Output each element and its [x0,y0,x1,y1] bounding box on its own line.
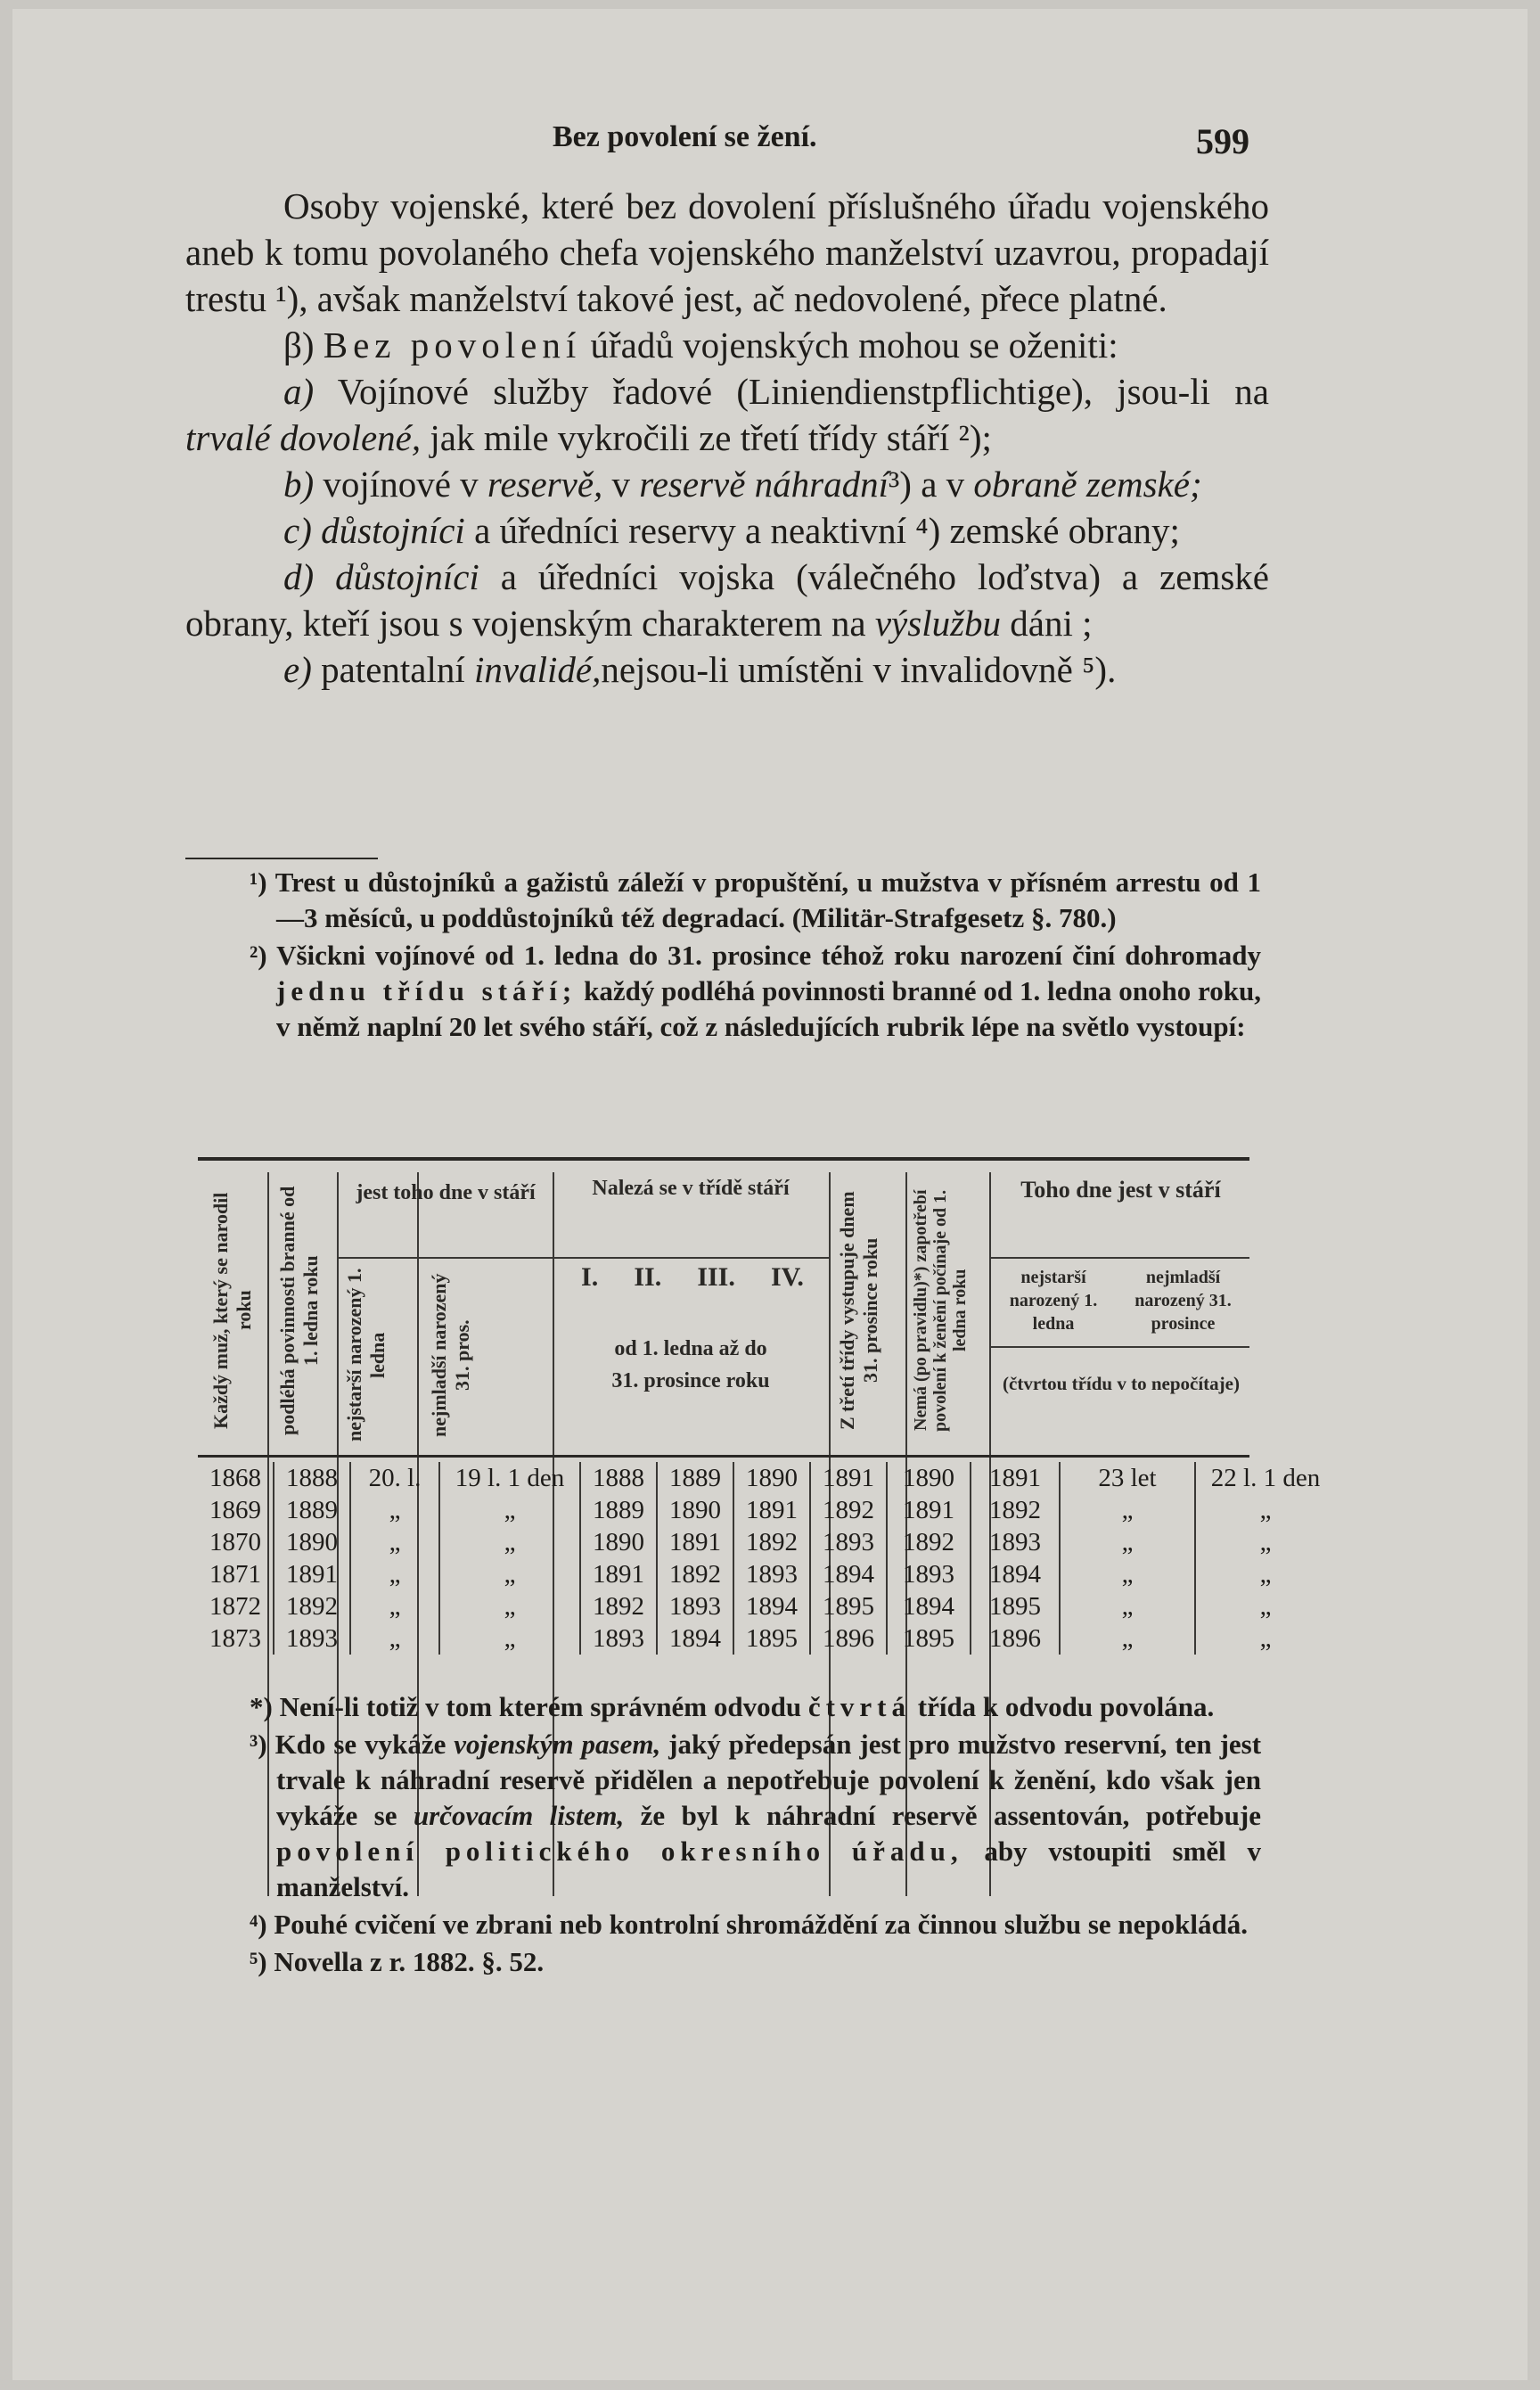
table-cell: 1895 [810,1590,887,1622]
footnote-3-italic1: vojenským pasem, [454,1729,661,1760]
footnote-3-spaced: povolení politického okresního úřadu, [276,1836,963,1867]
footnote-star-end: třída k odvodu povolána. [917,1691,1215,1722]
table-cell: „ [1195,1590,1335,1622]
table-cell: 1892 [887,1526,971,1558]
table-row [198,1590,1335,1622]
table-hline [337,1257,553,1259]
footnote-divider [185,858,378,859]
table-cell: „ [439,1494,580,1526]
table-cell: 1892 [580,1590,657,1622]
table-cell: „ [439,1558,580,1590]
table-cell: 1889 [274,1494,350,1526]
footnote-5 [250,1944,1261,1980]
table-cell: 1890 [887,1462,971,1494]
item-b [185,461,1269,507]
item-b-label: b) [283,464,315,505]
table-cell: 1889 [580,1494,657,1526]
header-col12: nejmladší narozený 31. prosince [1135,1268,1232,1334]
footnote-star-mark: *) [250,1691,273,1722]
header-class-sub: od 1. ledna až do 31. prosince roku [611,1337,770,1392]
table-cell: „ [350,1526,439,1558]
table-row [198,1526,1335,1558]
table-cell: 1888 [274,1462,350,1494]
footnote-3-mid: jaký předepsán jest pro mužstvo reservní, ten jest trvale k náhradní reservě přidělen a nepotřebuje povolení k ženění, kdo však jen vykáže se [276,1729,1262,1831]
item-e-label: e) [283,649,312,690]
table-cell: „ [1060,1590,1195,1622]
table-cell: 1890 [657,1494,733,1526]
footnote-2-mark: ²) [250,940,267,971]
item-b-italic1: reservě, [487,464,603,505]
table-cell: 1893 [733,1558,810,1590]
table-row [198,1494,1335,1526]
item-d-label: d) [283,556,315,597]
item-a-italic: trvalé dovolené, [185,417,422,458]
table-cell: „ [439,1526,580,1558]
header-col2: podléhá povinnosti branné od 1. ledna roku [276,1186,322,1435]
footnote-1 [250,865,1261,936]
footnote-star-start: Není-li totiž v tom kterém správném odvodu [279,1691,802,1722]
table-cell: „ [1195,1622,1335,1655]
table-cell: 1888 [580,1462,657,1494]
item-b-and: a v [921,464,965,505]
page-number: 599 [1196,121,1249,161]
table-cell: „ [350,1622,439,1655]
table-cell: „ [1195,1526,1335,1558]
item-e [185,646,1269,693]
table-cell: 1894 [733,1590,810,1622]
paragraph-beta [185,322,1269,368]
table-cell: 1893 [887,1558,971,1590]
table-hline [989,1257,1249,1259]
item-d-rest: a úředníci vojska (válečného loďstva) a zemské obrany, kteří jsou s vojenským charakterem na [185,556,1269,644]
running-head-title: Bez povolení se žení. [553,120,817,153]
table-cell: 22 l. 1 den [1195,1462,1335,1494]
table-cell: 1889 [657,1462,733,1494]
table-cell: 1896 [810,1622,887,1655]
table-cell: 1892 [274,1590,350,1622]
footnote-3 [250,1727,1261,1905]
item-e-rest: nejsou-li umístěni v invalidovně ⁵). [601,649,1117,690]
table-row [198,1462,1335,1494]
header-col1: Každý muž, který se narodil roku [209,1192,255,1429]
table-cell: 1891 [657,1526,733,1558]
table-cell: „ [350,1558,439,1590]
class-label-3: III. [697,1262,735,1292]
item-b-mid: v [611,464,631,505]
beta-rest: úřadů vojenských mohou se oženiti: [590,324,1118,365]
item-c [185,507,1269,554]
paragraph-1: Osoby vojenské, které bez dovolení příslušného úřadu vojenského aneb k tomu povolaného chefa vojenského manželství uzavrou, propadají trestu ¹), avšak manželství takové jest, ač nedovolené, přece platné. [185,185,1269,319]
item-d [185,554,1269,646]
table-cell: 1892 [657,1558,733,1590]
table-cell: 1891 [580,1558,657,1590]
table-cell: 1891 [887,1494,971,1526]
table-cell: 20. l. [350,1462,439,1494]
table-cell: „ [439,1622,580,1655]
table-cell: 1873 [209,1623,261,1653]
header-class-labels [563,1262,822,1293]
table-mid-rule [198,1455,1249,1458]
item-d-italic: důstojníci [335,556,479,597]
main-text [185,183,1269,693]
table-cell: 1890 [580,1526,657,1558]
footnotes-bottom [250,1689,1261,1982]
class-label-2: II. [634,1262,662,1292]
table-cell: 1868 [209,1463,261,1492]
item-d-italic2: výslužbu [874,603,1002,644]
table-cell: „ [1060,1494,1195,1526]
header-col10: Nemá (po pravidlu)*) zapotřebí povolení k ženění počínaje od 1. ledna roku [911,1189,970,1432]
footnote-4 [250,1907,1261,1942]
item-b-italic3: obraně zemské; [973,464,1202,505]
beta-marker: β) [283,324,315,365]
header-group-class: Nalezá se v třídě stáří [592,1177,790,1200]
header-group-age: jest toho dne v stáří [356,1181,536,1204]
item-a-label: a) [283,371,315,412]
header-col11: nejstarší narozený 1. ledna [1009,1268,1098,1334]
table-cell: „ [439,1590,580,1622]
table-cell: 1892 [810,1494,887,1526]
table-cell: 1872 [209,1591,261,1621]
footnote-1-mark: ¹) [250,866,267,898]
header-group-age2: Toho dne jest v stáří [1020,1177,1221,1203]
footnote-3-mid2: že byl k náhradní reservě assentován, potřebuje [640,1800,1261,1831]
item-c-italic: důstojníci [321,510,465,551]
table-cell: 1891 [733,1494,810,1526]
table-row [198,1622,1335,1655]
item-d-end: dáni ; [1010,603,1093,644]
item-e-text: patentalní [321,649,465,690]
header-col3: nejstarší narozený 1. ledna [343,1268,389,1442]
table-top-rule [198,1157,1249,1161]
table-cell: 1895 [733,1622,810,1655]
table-cell: 1870 [209,1527,261,1556]
beta-spaced: Bez povolení [323,324,582,365]
data-table [198,1462,1335,1655]
item-a [185,368,1269,461]
class-label-4: IV. [770,1262,804,1292]
class-label-1: I. [581,1262,599,1292]
footnote-5-mark: ⁵) [250,1946,267,1977]
footnote-3-mark: ³) [250,1729,267,1760]
table-cell: 1891 [971,1462,1060,1494]
table-cell: 19 l. 1 den [439,1462,580,1494]
table-cell: 1892 [971,1494,1060,1526]
table-cell: 1894 [810,1558,887,1590]
footnote-2 [250,938,1261,1045]
table-cell: 1890 [274,1526,350,1558]
table-cell: 1893 [810,1526,887,1558]
table-cell: 1895 [887,1622,971,1655]
item-a-text: Vojínové služby řadové (Liniendienstpflichtige), jsou-li na [337,371,1269,412]
item-b-italic2: reservě náhradní [639,464,889,505]
item-e-italic: invalidé, [474,649,602,690]
table-cell: 1892 [733,1526,810,1558]
footnote-2-end: každý podléhá povinnosti branné od 1. ledna onoho roku, v němž naplní 20 let svého stáří, což z následujících rubrik lépe na světlo vystoupí: [276,975,1261,1042]
table-cell: „ [350,1494,439,1526]
table-cell: 1871 [209,1559,261,1589]
footnote-4-mark: ⁴) [250,1909,267,1940]
table-cell: 23 let [1060,1462,1195,1494]
item-a-rest: jak mile vykročili ze třetí třídy stáří ²); [430,417,992,458]
footnotes-top [250,865,1261,1047]
footnote-1-text: Trest u důstojníků a gažistů záleží v propuštění, u mužstva v přísném arrestu od 1—3 měsíců, u poddůstojníků též degradací. (Militär-Strafgesetz §. 780.) [274,866,1261,933]
header-col4: nejmladší narozený 31. pros. [428,1273,473,1437]
table-row [198,1558,1335,1590]
table-cell: 1893 [971,1526,1060,1558]
footnote-2-spaced: jednu třídu stáří; [276,975,578,1006]
table-cell: „ [1060,1558,1195,1590]
table-cell: 1890 [733,1462,810,1494]
item-b-text: vojínové v [323,464,479,505]
header-col9: Z třetí třídy vystupuje dnem 31. prosince roku [836,1191,881,1430]
footnote-star [250,1689,1261,1725]
footnote-3-italic2: určovacím listem, [413,1800,625,1831]
item-c-rest: a úředníci reservy a neaktivní ⁴) zemské obrany; [474,510,1180,551]
table-cell: 1891 [810,1462,887,1494]
table-cell: „ [1195,1558,1335,1590]
item-c-label: c) [283,510,312,551]
footnote-5-text: Novella z r. 1882. §. 52. [274,1946,545,1977]
table-cell: „ [1195,1494,1335,1526]
table-hline [989,1346,1249,1348]
table-cell: 1894 [657,1622,733,1655]
table-cell: „ [1060,1526,1195,1558]
table-cell: 1893 [580,1622,657,1655]
item-b-sup: ³) [889,464,912,505]
table-cell: 1893 [657,1590,733,1622]
table-cell: 1893 [274,1622,350,1655]
footnote-3-end: aby vstoupiti směl v manželství. [276,1836,1261,1902]
footnote-2-start: Všickni vojínové od 1. ledna do 31. prosince téhož roku narození činí dohromady [276,940,1261,971]
table-cell: „ [350,1590,439,1622]
table-cell: 1891 [274,1558,350,1590]
table-cell: 1895 [971,1590,1060,1622]
footnote-3-start: Kdo se vykáže [274,1729,446,1760]
table-cell: 1894 [887,1590,971,1622]
table-cell: 1869 [209,1495,261,1524]
table-hline [553,1257,829,1259]
header-group-age2-sub: (čtvrtou třídu v to nepočítaje) [1003,1373,1240,1394]
footnote-star-spaced: čtvrtá [807,1691,911,1722]
footnote-4-text: Pouhé cvičení ve zbrani neb kontrolní shromáždění za činnou službu se nepokládá. [274,1909,1248,1940]
table-cell: 1894 [971,1558,1060,1590]
table-cell: „ [1060,1622,1195,1655]
table-cell: 1896 [971,1622,1060,1655]
